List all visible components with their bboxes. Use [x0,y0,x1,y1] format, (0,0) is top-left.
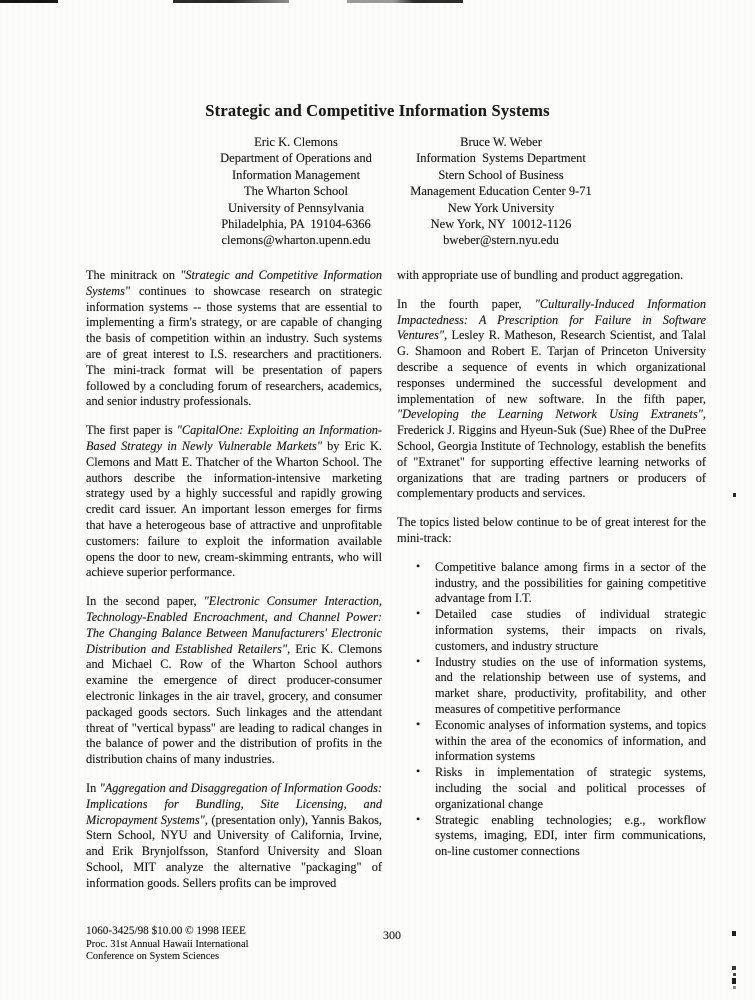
topic-text: Industry studies on the use of information systems, and the relationship between use of systems, and market share, productivity, profitability, and other measures of competitive performance [435,654,706,716]
paragraph [397,268,706,284]
author-line: Stern School of Business [438,167,564,182]
scan-artifact-edge-dash [733,986,736,989]
bullet-icon: • [416,716,421,731]
body-column-left [86,268,382,904]
author-line: Information Management [231,167,361,182]
topic-text: Risks in implementation of strategic systems, including the social and political processes of organizational change [435,765,706,811]
text-run: The topics listed below continue to be of great interest for the mini-track: [397,515,706,545]
italic-run: "CapitalOne: Exploiting an Information-Based Strategy in Newly Vulnerable Markets" [86,423,382,453]
paragraph [397,515,706,547]
topic-text: Economic analyses of information systems, and topics within the area of the economics of information, and information systems [435,717,706,764]
author-line: Bruce W. Weber [460,135,542,149]
scan-artifact-edge-dash [732,931,736,936]
topic-text: Competitive balance among firms in a sector of the industry, and the possibilities for gaining competitive advantage from I.T. [435,559,706,606]
bullet-icon: • [416,558,421,573]
author-line: New York, NY 10012-1126 [430,217,572,232]
author-line: bweber@stern.nyu.edu [443,233,559,248]
topic-item [397,765,706,812]
bullet-icon: • [416,811,421,826]
italic-run: "Strategic and Competitive Information Systems" [86,268,383,298]
text-run: , Frederick J. Riggins and Hyeun-Suk (Sue) Rhee of the DuPree School, Georgia Institute of Technology, establish the benefits of "Extranet" for supporting effective learning networks of organizations that are trading partners or producers of complementary products and services. [397,407,706,501]
author-line: The Wharton School [244,184,348,199]
topic-text: Strategic enabling technologies; e.g., workflow systems, imaging, EDI, inter firm communications, on-line customer connections [435,812,706,859]
bullet-icon: • [416,606,421,621]
text-run: , (presentation only), Yannis Bakos, Stern School, NYU and University of California, Irvine, and Erik Brynjolfsson, Stanford University and Sloan School, MIT analyze the alternative "packaging" of information goods. Sellers profits can be improved [86,812,382,890]
paragraph [397,297,706,502]
topic-item [397,718,706,765]
footer [86,925,248,964]
bullet-icon: • [416,764,421,779]
author-line: Department of Operations and [220,151,372,166]
text-run: In [86,780,100,795]
text-run: , Eric K. Clemons and Michael C. Row of the Wharton School authors examine the emergence of direct producer-consumer electronic linkages in the air travel, grocery, and consumer packaged goods sectors. Such linkages and the attendant threat of "vertical bypass" are leading to radical changes in the balance of power and the distribution of profits in the distribution chains of many industries. [86,641,382,767]
topic-item [397,813,706,860]
text-run: by Eric K. Clemons and Matt E. Thatcher of the Wharton School. The authors describe the information-intensive marketing strategy used by a highly successful and rapidly growing credit card issuer. An important lesson emerges for firms that have a heterogeous base of attractive and unprofitable customers: failure to exploit the information available opens the door to new, cream-skimming entrants, who will achieve superior performance. [86,438,382,580]
scan-artifact-edge-dash [732,966,736,970]
scan-artifact-top-bar-3 [347,0,463,3]
body-column-right [397,268,706,860]
copyright-line: 1060-3425/98 $10.00 © 1998 IEEE [86,925,246,937]
author-line: New York University [447,200,555,215]
italic-run: "Developing the Learning Network Using Extranets" [397,407,703,422]
topic-item [397,607,706,654]
topic-item [397,560,706,607]
bullet-icon: • [416,653,421,668]
paragraph [86,268,382,410]
proceedings-line-1: Proc. 31st Annual Hawaii International [86,938,249,950]
scan-artifact-speck [733,493,736,497]
text-run: In the fourth paper, [397,296,535,311]
topic-text: Detailed case studies of individual strategic information systems, their impacts on rivals, customers, and industry structure [435,607,706,653]
scan-artifact-edge-dash [732,978,736,984]
author-line: clemons@wharton.upenn.edu [221,233,371,248]
author-line: University of Pennsylvania [227,200,365,215]
text-run: , Lesley R. Matheson, Research Scientist, and Talal G. Shamoon and Robert E. Tarjan of Princeton University describe a sequence of events in which organizational responses undermined the successful development and implementation of new software. In the fifth paper, [397,328,706,406]
paragraph [86,423,382,581]
author-line: Eric K. Clemons [254,135,338,149]
author-line: Management Education Center 9-71 [410,184,592,199]
page-number: 300 [383,928,401,942]
author-block-weber [388,134,614,249]
paragraph [86,781,382,892]
topic-item [397,655,706,718]
scan-artifact-edge-dash [733,973,736,976]
text-run: In the second paper, [86,594,204,609]
scan-artifact-top-bar-1 [0,0,58,3]
italic-run: "Aggregation and Disaggregation of Information Goods: Implications for Bundling, Site Licensing, and Micropayment Systems" [86,780,382,827]
italic-run: "Culturally-Induced Information Impactedness: A Prescription for Failure in Software Ventures" [397,296,706,343]
text-run: The first paper is [86,423,177,438]
author-line: Philadelphia, PA 19104-6366 [221,217,371,232]
text-run: with appropriate use of bundling and product aggregation. [397,268,684,282]
paragraph [86,594,382,768]
proceedings-line-2: Conference on System Sciences [86,951,220,963]
text-run: The minitrack on [86,268,181,282]
italic-run: "Electronic Consumer Interaction, Technology-Enabled Encroachment, and Channel Power: The Changing Balance Between Manufacturers' Electronic Distribution and Established Retailers" [86,594,382,656]
paper-title: Strategic and Competitive Information Systems [205,101,550,120]
scan-artifact-top-bar-2 [173,0,289,3]
author-line: Information Systems Department [416,151,586,166]
topic-list [397,560,706,860]
text-run: continues to showcase research on strategic information systems -- those systems that are essential to implementing a firm's strategy, or are capable of changing the basis of competition within an industry. Such systems are of great interest to I.S. researchers and practitioners. The mini-track format will be presentation of papers followed by a concluding forum of researchers, academics, and senior industry professionals. [86,283,382,409]
